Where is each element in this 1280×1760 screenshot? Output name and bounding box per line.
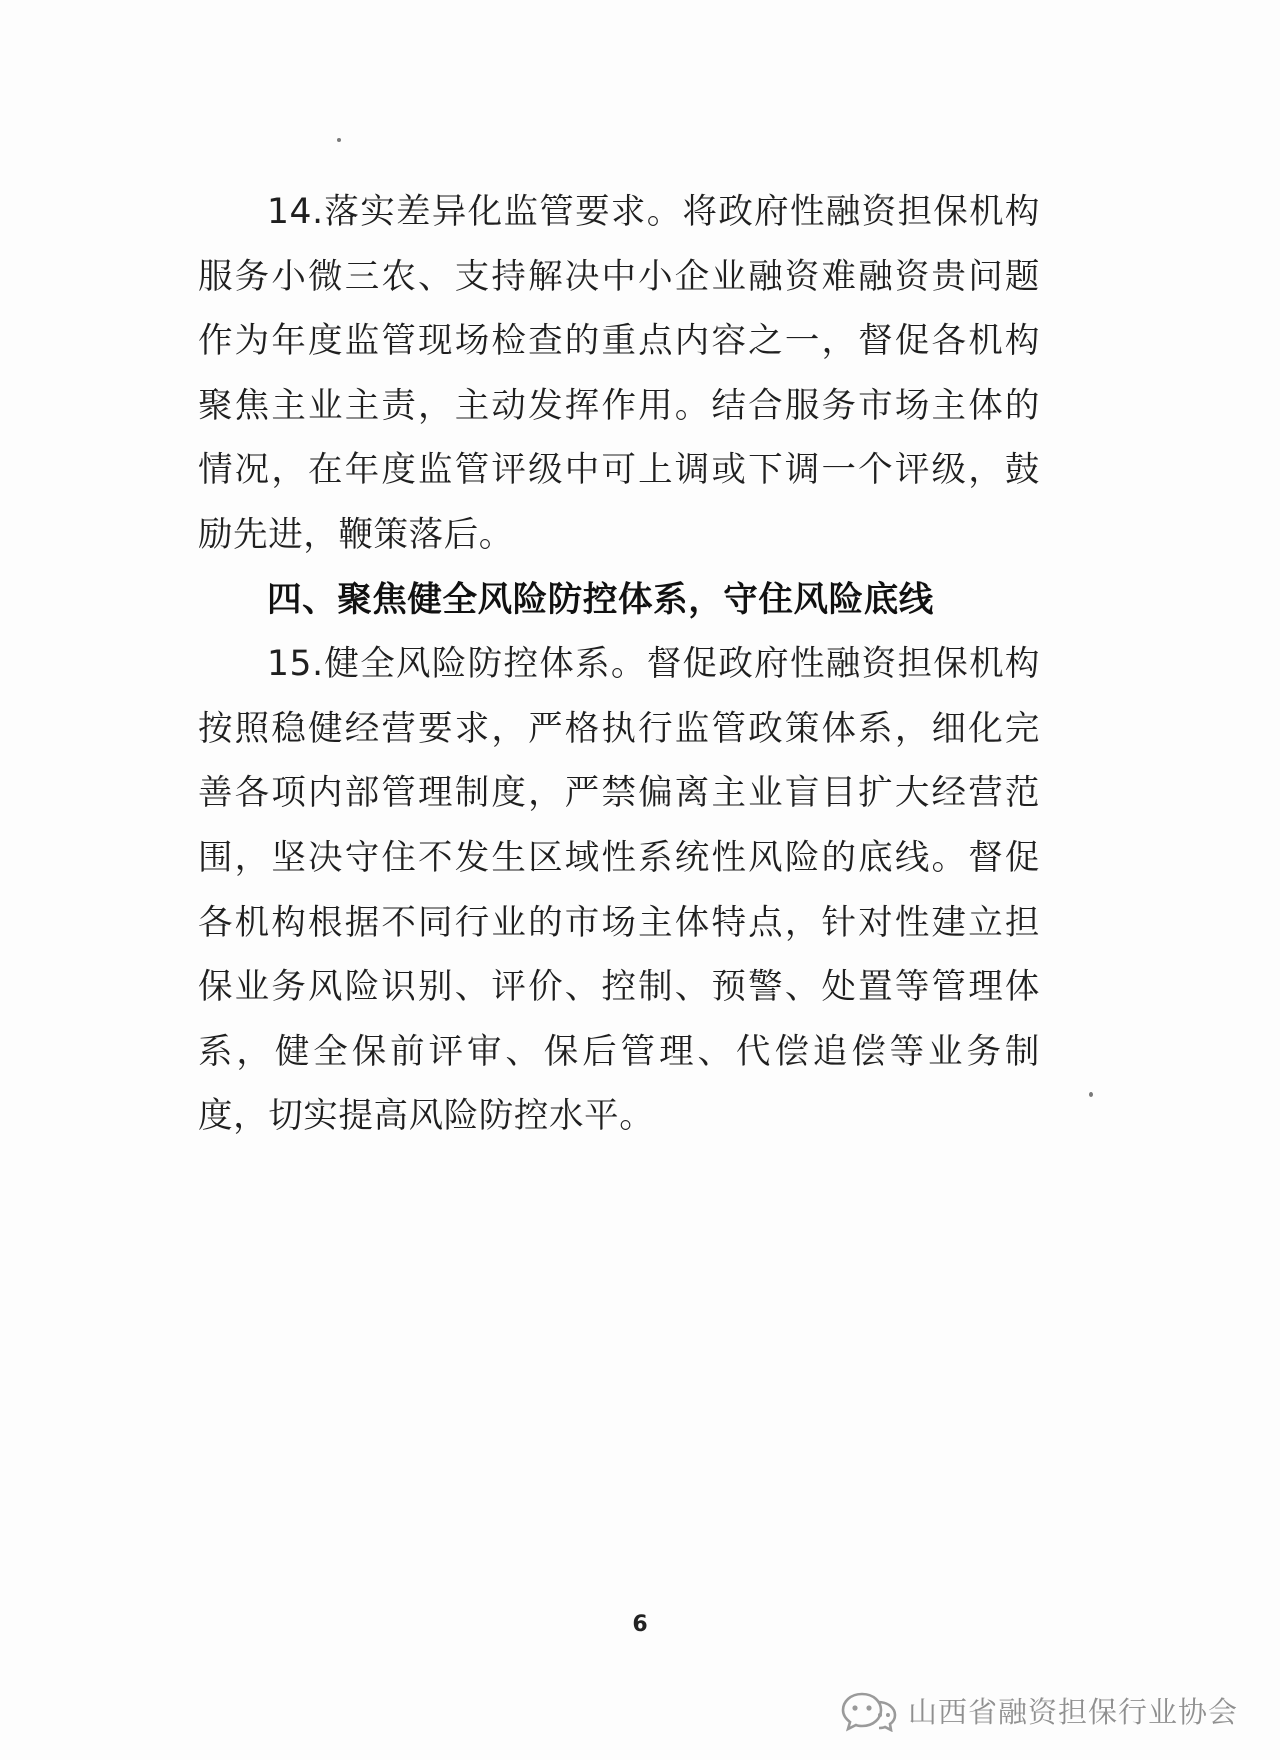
page-number: 6: [632, 1612, 648, 1637]
watermark: [840, 1686, 1238, 1734]
document-body: [198, 180, 1040, 1149]
scan-speck: [337, 138, 341, 142]
watermark-text: 山西省融资担保行业协会: [907, 1694, 1238, 1729]
paragraph-item-15: 15.健全风险防控体系。督促政府性融资担保机构按照稳健经营要求，严格执行监管政策体系，细化完善各项内部管理制度，严禁偏离主业盲目扩大经营范围，坚决守住不发生区域性系统性风险的底线。督促各机构根据不同行业的市场主体特点，针对性建立担保业务风险识别、评价、控制、预警、处置等管理体系，健全保前评审、保后管理、代偿追偿等业务制度，切实提高风险防控水平。: [198, 644, 1040, 1137]
section-heading-4: 四、聚焦健全风险防控体系，守住风险底线: [267, 579, 934, 620]
paragraph-item-14: 14.落实差异化监管要求。将政府性融资担保机构服务小微三农、支持解决中小企业融资难融资贵问题作为年度监管现场检查的重点内容之一，督促各机构聚焦主业主责，主动发挥作用。结合服务市场主体的情况，在年度监管评级中可上调或下调一个评级，鼓励先进，鞭策落后。: [198, 192, 1040, 555]
wechat-official-account-icon: [840, 1688, 898, 1732]
scan-speck: [1089, 1092, 1093, 1097]
